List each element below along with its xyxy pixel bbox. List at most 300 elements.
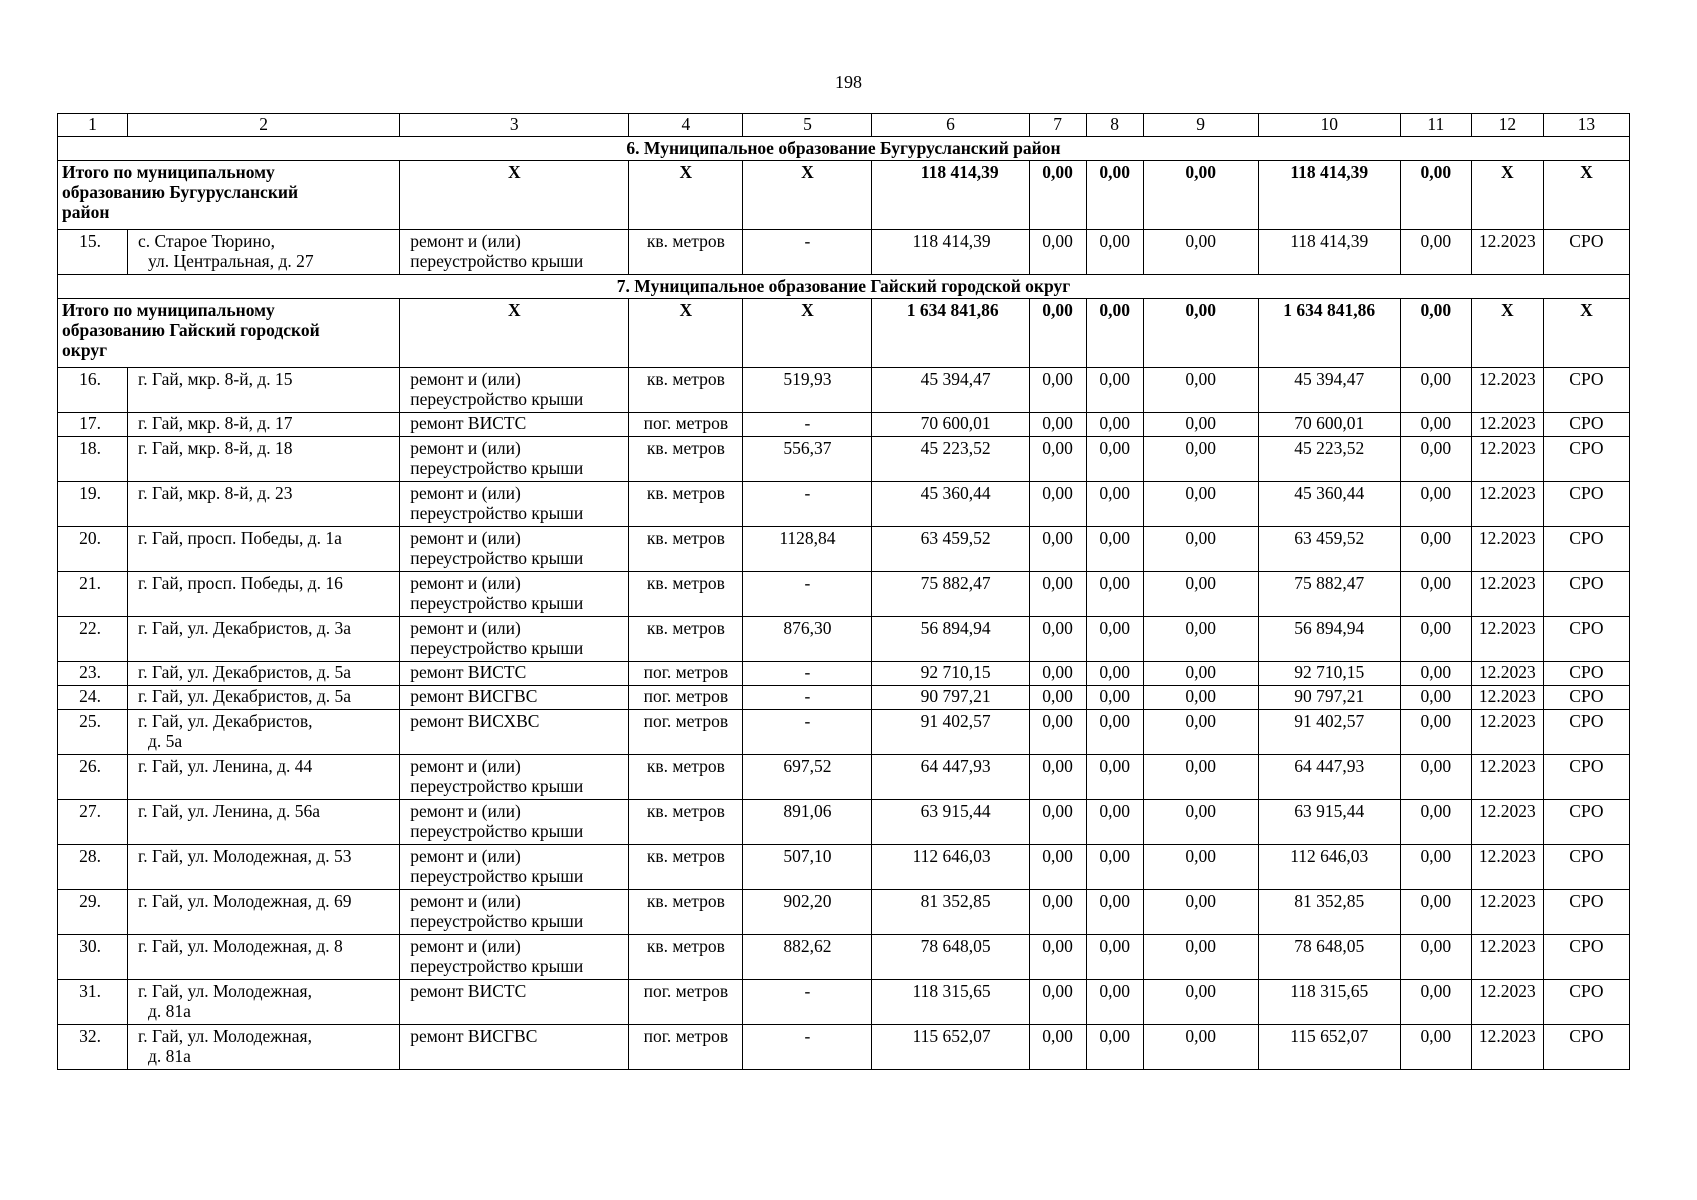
table-row (58, 890, 1630, 935)
row-col11: 0,00 (1400, 1025, 1471, 1070)
total-col9: 0,00 (1143, 299, 1258, 368)
row-col8: 0,00 (1086, 368, 1143, 413)
row-work-type-line: ремонт и (или) (410, 891, 521, 911)
row-col6: 75 882,47 (872, 572, 1029, 617)
row-col12: 12.2023 (1471, 890, 1543, 935)
row-address (128, 437, 400, 482)
row-quantity: 556,37 (743, 437, 872, 482)
row-col7: 0,00 (1029, 980, 1086, 1025)
row-address-line: г. Гай, ул. Декабристов, д. 5а (138, 686, 352, 706)
row-col10: 78 648,05 (1258, 935, 1400, 980)
row-address (128, 710, 400, 755)
row-work-type-line: ремонт ВИСТС (410, 662, 527, 682)
row-address (128, 800, 400, 845)
row-col7: 0,00 (1029, 1025, 1086, 1070)
row-col10: 63 459,52 (1258, 527, 1400, 572)
row-col8: 0,00 (1086, 1025, 1143, 1070)
row-col12: 12.2023 (1471, 617, 1543, 662)
row-col11: 0,00 (1400, 710, 1471, 755)
row-col8: 0,00 (1086, 755, 1143, 800)
row-col8: 0,00 (1086, 413, 1143, 437)
row-col8: 0,00 (1086, 662, 1143, 686)
row-col12: 12.2023 (1471, 572, 1543, 617)
table-row (58, 1025, 1630, 1070)
row-address-line: г. Гай, ул. Молодежная, д. 69 (138, 891, 352, 911)
row-col13: СРО (1543, 368, 1629, 413)
row-number: 19. (58, 482, 128, 527)
total-label (58, 299, 400, 368)
row-address (128, 617, 400, 662)
row-address (128, 413, 400, 437)
row-number: 25. (58, 710, 128, 755)
row-unit: кв. метров (629, 617, 743, 662)
row-work-type-line: ремонт ВИСХВС (410, 711, 540, 731)
row-col7: 0,00 (1029, 755, 1086, 800)
row-unit: кв. метров (629, 437, 743, 482)
row-col11: 0,00 (1400, 980, 1471, 1025)
row-address (128, 230, 400, 275)
row-col13: СРО (1543, 755, 1629, 800)
row-quantity: 507,10 (743, 845, 872, 890)
row-unit: кв. метров (629, 755, 743, 800)
total-row (58, 299, 1630, 368)
row-address (128, 686, 400, 710)
row-col11: 0,00 (1400, 572, 1471, 617)
column-header: 10 (1258, 114, 1400, 137)
total-label (58, 161, 400, 230)
column-header: 3 (400, 114, 629, 137)
row-quantity: - (743, 230, 872, 275)
row-col10: 45 223,52 (1258, 437, 1400, 482)
row-address (128, 527, 400, 572)
row-col6: 45 223,52 (872, 437, 1029, 482)
row-col6: 63 459,52 (872, 527, 1029, 572)
row-work-type (400, 755, 629, 800)
row-col10: 118 315,65 (1258, 980, 1400, 1025)
row-col13: СРО (1543, 935, 1629, 980)
row-col12: 12.2023 (1471, 800, 1543, 845)
row-col9: 0,00 (1143, 755, 1258, 800)
total-label-line: образованию Бугурусланский (62, 182, 299, 202)
row-col6: 45 394,47 (872, 368, 1029, 413)
row-work-type (400, 890, 629, 935)
row-work-type (400, 413, 629, 437)
row-col6: 91 402,57 (872, 710, 1029, 755)
row-col13: СРО (1543, 617, 1629, 662)
row-col7: 0,00 (1029, 413, 1086, 437)
row-col7: 0,00 (1029, 800, 1086, 845)
row-col9: 0,00 (1143, 890, 1258, 935)
row-work-type (400, 686, 629, 710)
row-quantity: - (743, 662, 872, 686)
row-col7: 0,00 (1029, 437, 1086, 482)
row-col9: 0,00 (1143, 800, 1258, 845)
row-work-type (400, 482, 629, 527)
row-work-type-line: ремонт и (или) (410, 483, 521, 503)
row-col12: 12.2023 (1471, 413, 1543, 437)
row-col12: 12.2023 (1471, 980, 1543, 1025)
table-row (58, 572, 1630, 617)
row-address (128, 368, 400, 413)
row-number: 23. (58, 662, 128, 686)
row-col11: 0,00 (1400, 800, 1471, 845)
total-col10: 1 634 841,86 (1258, 299, 1400, 368)
row-col12: 12.2023 (1471, 437, 1543, 482)
table-row (58, 845, 1630, 890)
row-unit: пог. метров (629, 413, 743, 437)
row-col12: 12.2023 (1471, 710, 1543, 755)
column-header: 4 (629, 114, 743, 137)
row-col7: 0,00 (1029, 710, 1086, 755)
row-address (128, 890, 400, 935)
row-work-type (400, 572, 629, 617)
row-col9: 0,00 (1143, 413, 1258, 437)
row-col9: 0,00 (1143, 1025, 1258, 1070)
row-col9: 0,00 (1143, 482, 1258, 527)
row-col8: 0,00 (1086, 527, 1143, 572)
row-address-line: г. Гай, ул. Декабристов, д. 3а (138, 618, 352, 638)
row-quantity: 902,20 (743, 890, 872, 935)
row-col12: 12.2023 (1471, 482, 1543, 527)
section-title: 7. Муниципальное образование Гайский городской округ (58, 275, 1630, 299)
row-col13: СРО (1543, 800, 1629, 845)
row-work-type (400, 935, 629, 980)
total-col6: 1 634 841,86 (872, 299, 1029, 368)
row-work-type-line: ремонт и (или) (410, 528, 521, 548)
row-work-type-line: переустройство крыши (410, 593, 584, 613)
row-address-line: г. Гай, ул. Ленина, д. 44 (138, 756, 313, 776)
row-col11: 0,00 (1400, 527, 1471, 572)
table-row (58, 230, 1630, 275)
row-number: 17. (58, 413, 128, 437)
row-col12: 12.2023 (1471, 1025, 1543, 1070)
row-number: 28. (58, 845, 128, 890)
row-work-type-line: переустройство крыши (410, 389, 584, 409)
row-col13: СРО (1543, 437, 1629, 482)
total-label-line: округ (62, 340, 108, 360)
row-col10: 64 447,93 (1258, 755, 1400, 800)
total-col13: Х (1543, 161, 1629, 230)
table-row (58, 686, 1630, 710)
row-col8: 0,00 (1086, 437, 1143, 482)
row-col8: 0,00 (1086, 980, 1143, 1025)
row-address-line: г. Гай, мкр. 8-й, д. 18 (138, 438, 293, 458)
row-col7: 0,00 (1029, 890, 1086, 935)
row-col7: 0,00 (1029, 845, 1086, 890)
row-col10: 45 394,47 (1258, 368, 1400, 413)
column-header: 7 (1029, 114, 1086, 137)
row-col13: СРО (1543, 662, 1629, 686)
section-title: 6. Муниципальное образование Бугурусланский район (58, 137, 1630, 161)
row-work-type-line: ремонт и (или) (410, 438, 521, 458)
row-address-line: с. Старое Тюрино, (138, 231, 275, 251)
row-work-type-line: ремонт и (или) (410, 573, 521, 593)
row-address (128, 845, 400, 890)
column-header-row (58, 114, 1630, 137)
row-col9: 0,00 (1143, 662, 1258, 686)
row-col8: 0,00 (1086, 845, 1143, 890)
row-col10: 81 352,85 (1258, 890, 1400, 935)
row-work-type-line: переустройство крыши (410, 503, 584, 523)
row-work-type (400, 437, 629, 482)
column-header: 13 (1543, 114, 1629, 137)
row-col11: 0,00 (1400, 437, 1471, 482)
row-work-type (400, 527, 629, 572)
row-work-type-line: переустройство крыши (410, 911, 584, 931)
total-col3: Х (400, 161, 629, 230)
row-col6: 92 710,15 (872, 662, 1029, 686)
total-col8: 0,00 (1086, 161, 1143, 230)
row-work-type-line: ремонт и (или) (410, 801, 521, 821)
column-header: 1 (58, 114, 128, 137)
total-col4: Х (629, 299, 743, 368)
row-col7: 0,00 (1029, 662, 1086, 686)
row-col8: 0,00 (1086, 935, 1143, 980)
row-col6: 64 447,93 (872, 755, 1029, 800)
row-col9: 0,00 (1143, 368, 1258, 413)
row-quantity: - (743, 482, 872, 527)
row-col10: 115 652,07 (1258, 1025, 1400, 1070)
row-quantity: 876,30 (743, 617, 872, 662)
row-number: 21. (58, 572, 128, 617)
row-col6: 81 352,85 (872, 890, 1029, 935)
total-col8: 0,00 (1086, 299, 1143, 368)
row-unit: пог. метров (629, 1025, 743, 1070)
total-col11: 0,00 (1400, 299, 1471, 368)
row-address-line: г. Гай, ул. Молодежная, (138, 1026, 312, 1046)
row-col7: 0,00 (1029, 527, 1086, 572)
row-col6: 78 648,05 (872, 935, 1029, 980)
row-col6: 118 414,39 (872, 230, 1029, 275)
row-quantity: - (743, 686, 872, 710)
row-work-type-line: ремонт и (или) (410, 756, 521, 776)
row-col8: 0,00 (1086, 686, 1143, 710)
row-col11: 0,00 (1400, 230, 1471, 275)
row-col9: 0,00 (1143, 980, 1258, 1025)
row-col10: 75 882,47 (1258, 572, 1400, 617)
row-unit: кв. метров (629, 890, 743, 935)
row-work-type-line: переустройство крыши (410, 548, 584, 568)
total-col10: 118 414,39 (1258, 161, 1400, 230)
row-work-type-line: переустройство крыши (410, 251, 584, 271)
table-row (58, 368, 1630, 413)
row-col11: 0,00 (1400, 845, 1471, 890)
row-col12: 12.2023 (1471, 230, 1543, 275)
row-work-type (400, 980, 629, 1025)
row-address-line: г. Гай, мкр. 8-й, д. 23 (138, 483, 293, 503)
row-col13: СРО (1543, 230, 1629, 275)
row-col6: 63 915,44 (872, 800, 1029, 845)
row-col9: 0,00 (1143, 935, 1258, 980)
total-col3: Х (400, 299, 629, 368)
row-col7: 0,00 (1029, 482, 1086, 527)
row-col12: 12.2023 (1471, 368, 1543, 413)
row-col10: 45 360,44 (1258, 482, 1400, 527)
row-address-line: г. Гай, ул. Декабристов, (138, 711, 313, 731)
row-unit: кв. метров (629, 572, 743, 617)
row-work-type-line: ремонт и (или) (410, 231, 521, 251)
row-quantity: - (743, 980, 872, 1025)
row-col13: СРО (1543, 413, 1629, 437)
row-work-type-line: переустройство крыши (410, 776, 584, 796)
row-col6: 70 600,01 (872, 413, 1029, 437)
row-col12: 12.2023 (1471, 662, 1543, 686)
row-work-type-line: переустройство крыши (410, 956, 584, 976)
table-row (58, 413, 1630, 437)
row-col13: СРО (1543, 572, 1629, 617)
row-quantity: - (743, 1025, 872, 1070)
total-col9: 0,00 (1143, 161, 1258, 230)
row-number: 20. (58, 527, 128, 572)
total-col7: 0,00 (1029, 299, 1086, 368)
row-col6: 56 894,94 (872, 617, 1029, 662)
row-unit: пог. метров (629, 662, 743, 686)
row-unit: кв. метров (629, 230, 743, 275)
table-body (58, 114, 1630, 1070)
total-label-line: район (62, 202, 110, 222)
total-col5: Х (743, 161, 872, 230)
row-col11: 0,00 (1400, 755, 1471, 800)
row-quantity: - (743, 710, 872, 755)
row-col9: 0,00 (1143, 710, 1258, 755)
table-row (58, 662, 1630, 686)
row-number: 18. (58, 437, 128, 482)
row-col13: СРО (1543, 890, 1629, 935)
column-header: 12 (1471, 114, 1543, 137)
row-col9: 0,00 (1143, 572, 1258, 617)
row-work-type (400, 617, 629, 662)
row-address (128, 980, 400, 1025)
total-col12: Х (1471, 299, 1543, 368)
row-address (128, 1025, 400, 1070)
page-number: 198 (835, 72, 862, 92)
row-work-type (400, 1025, 629, 1070)
row-work-type-line: переустройство крыши (410, 458, 584, 478)
row-col10: 118 414,39 (1258, 230, 1400, 275)
row-col11: 0,00 (1400, 368, 1471, 413)
row-number: 32. (58, 1025, 128, 1070)
row-work-type-line: переустройство крыши (410, 638, 584, 658)
row-number: 29. (58, 890, 128, 935)
row-col7: 0,00 (1029, 368, 1086, 413)
row-work-type-line: переустройство крыши (410, 866, 584, 886)
row-unit: пог. метров (629, 980, 743, 1025)
row-address-line: г. Гай, мкр. 8-й, д. 17 (138, 413, 293, 433)
total-col12: Х (1471, 161, 1543, 230)
row-work-type (400, 230, 629, 275)
column-header: 2 (128, 114, 400, 137)
row-col7: 0,00 (1029, 572, 1086, 617)
row-col6: 90 797,21 (872, 686, 1029, 710)
row-number: 16. (58, 368, 128, 413)
row-unit: пог. метров (629, 710, 743, 755)
row-work-type (400, 710, 629, 755)
row-col13: СРО (1543, 686, 1629, 710)
section-row (58, 137, 1630, 161)
row-col13: СРО (1543, 710, 1629, 755)
table-row (58, 527, 1630, 572)
row-col11: 0,00 (1400, 890, 1471, 935)
row-col12: 12.2023 (1471, 935, 1543, 980)
row-quantity: 882,62 (743, 935, 872, 980)
row-col9: 0,00 (1143, 845, 1258, 890)
column-header: 11 (1400, 114, 1471, 137)
row-work-type (400, 662, 629, 686)
row-number: 31. (58, 980, 128, 1025)
row-number: 30. (58, 935, 128, 980)
row-address-line: г. Гай, мкр. 8-й, д. 15 (138, 369, 293, 389)
row-col12: 12.2023 (1471, 686, 1543, 710)
row-quantity: - (743, 572, 872, 617)
row-col12: 12.2023 (1471, 527, 1543, 572)
row-address (128, 662, 400, 686)
row-work-type-line: ремонт и (или) (410, 618, 521, 638)
row-col7: 0,00 (1029, 230, 1086, 275)
row-unit: кв. метров (629, 482, 743, 527)
row-quantity: 697,52 (743, 755, 872, 800)
row-address (128, 482, 400, 527)
row-col13: СРО (1543, 845, 1629, 890)
row-col10: 70 600,01 (1258, 413, 1400, 437)
total-col5: Х (743, 299, 872, 368)
row-col6: 118 315,65 (872, 980, 1029, 1025)
row-unit: кв. метров (629, 368, 743, 413)
row-col13: СРО (1543, 482, 1629, 527)
repair-plan-table (57, 113, 1630, 1070)
row-work-type-line: ремонт и (или) (410, 369, 521, 389)
row-col8: 0,00 (1086, 482, 1143, 527)
row-number: 24. (58, 686, 128, 710)
row-col13: СРО (1543, 980, 1629, 1025)
column-header: 5 (743, 114, 872, 137)
row-col6: 115 652,07 (872, 1025, 1029, 1070)
row-work-type-line: ремонт и (или) (410, 846, 521, 866)
row-quantity: 1128,84 (743, 527, 872, 572)
row-work-type-line: ремонт ВИСГВС (410, 1026, 538, 1046)
row-work-type (400, 800, 629, 845)
row-col13: СРО (1543, 1025, 1629, 1070)
row-unit: кв. метров (629, 527, 743, 572)
row-col9: 0,00 (1143, 686, 1258, 710)
row-col9: 0,00 (1143, 230, 1258, 275)
row-work-type (400, 845, 629, 890)
section-row (58, 275, 1630, 299)
row-address-line: г. Гай, просп. Победы, д. 16 (138, 573, 343, 593)
row-number: 22. (58, 617, 128, 662)
row-unit: кв. метров (629, 800, 743, 845)
row-address-line: г. Гай, ул. Ленина, д. 56а (138, 801, 321, 821)
row-address-line: г. Гай, просп. Победы, д. 1а (138, 528, 342, 548)
column-header: 6 (872, 114, 1029, 137)
row-col6: 45 360,44 (872, 482, 1029, 527)
row-address-line: д. 81а (148, 1046, 191, 1066)
total-label-line: образованию Гайский городской (62, 320, 320, 340)
row-number: 27. (58, 800, 128, 845)
total-label-line: Итого по муниципальному (62, 300, 275, 320)
row-quantity: 891,06 (743, 800, 872, 845)
row-unit: кв. метров (629, 935, 743, 980)
row-col10: 63 915,44 (1258, 800, 1400, 845)
row-col8: 0,00 (1086, 572, 1143, 617)
row-address-line: д. 81а (148, 1001, 191, 1021)
row-col12: 12.2023 (1471, 755, 1543, 800)
table-row (58, 755, 1630, 800)
row-number: 15. (58, 230, 128, 275)
row-work-type-line: ремонт ВИСТС (410, 981, 527, 1001)
table-row (58, 437, 1630, 482)
table-row (58, 617, 1630, 662)
row-col12: 12.2023 (1471, 845, 1543, 890)
